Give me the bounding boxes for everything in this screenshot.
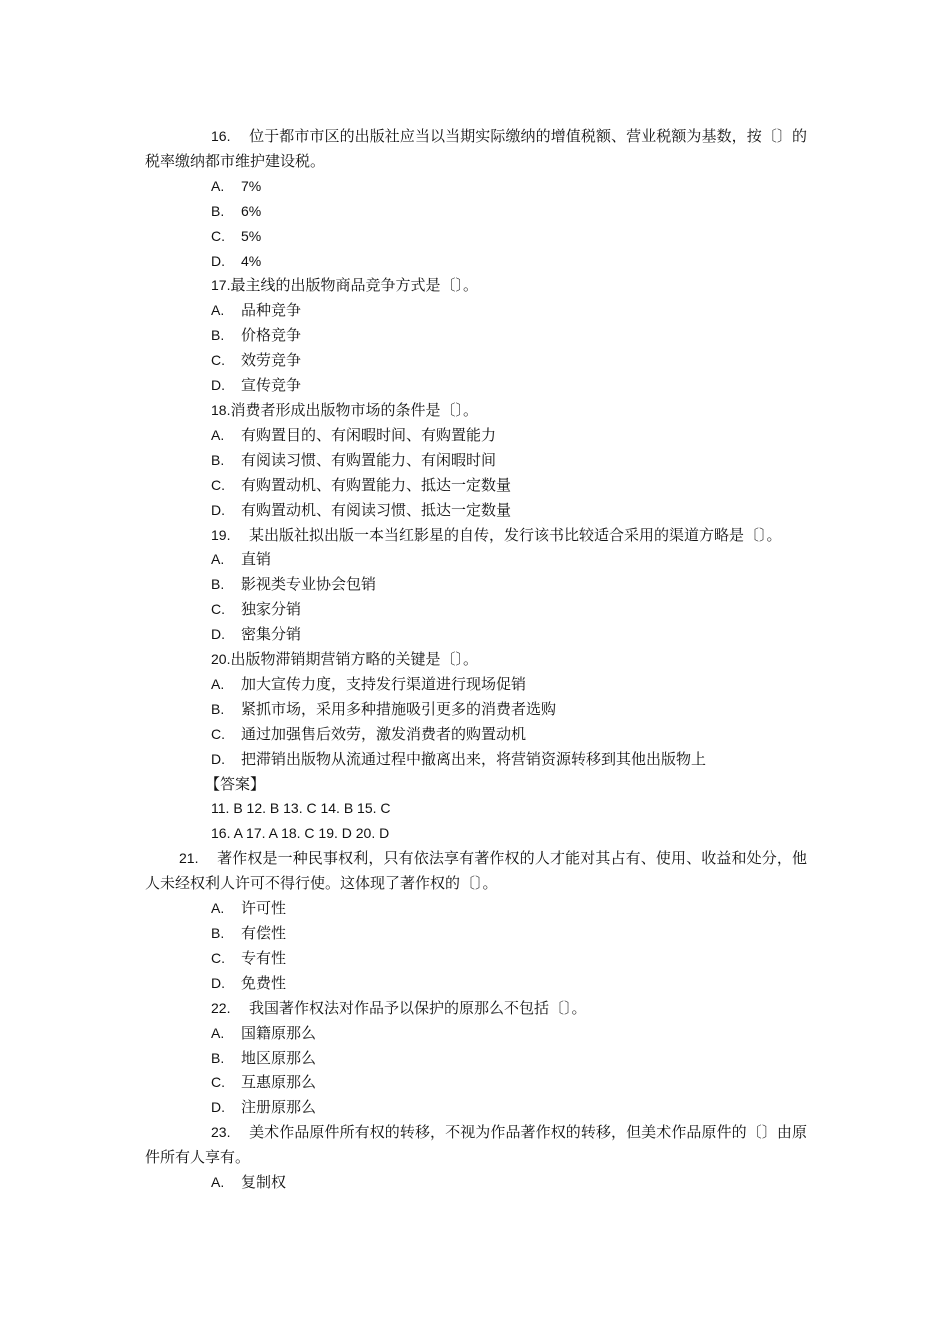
question-20 bbox=[145, 647, 807, 672]
question-number: 16. bbox=[211, 128, 231, 144]
question-text: 最主线的出版物商品竞争方式是〔〕。 bbox=[230, 276, 478, 295]
option-16-c: C. 5% bbox=[211, 227, 262, 244]
answer-line-2: 16. A 17. A 18. C 19. D 20. D bbox=[211, 825, 390, 842]
answer-heading: 【答案】 bbox=[205, 774, 266, 793]
option-18-c: C. 有购置动机、有购置能力、抵达一定数量 bbox=[211, 475, 512, 494]
option-17-d: D. 宣传竞争 bbox=[211, 376, 302, 395]
question-18 bbox=[145, 398, 807, 423]
question-21 bbox=[145, 846, 807, 896]
option-20-b: B. 紧抓市场，采用多种措施吸引更多的消费者选购 bbox=[211, 699, 557, 718]
option-19-d: D. 密集分销 bbox=[211, 625, 302, 644]
option-22-a: A. 国籍原那么 bbox=[211, 1023, 317, 1042]
question-number: 23. bbox=[211, 1124, 231, 1141]
question-number: 20. bbox=[211, 651, 231, 668]
option-22-d: D. 注册原那么 bbox=[211, 1098, 317, 1117]
question-text: 消费者形成出版物市场的条件是〔〕。 bbox=[230, 400, 478, 419]
answer-line-1: 11. B 12. B 13. C 14. B 15. C bbox=[211, 800, 391, 817]
option-20-a: A. 加大宣传力度，支持发行渠道进行现场促销 bbox=[211, 674, 527, 693]
option-21-b: B. 有偿性 bbox=[211, 924, 287, 942]
question-number: 22. bbox=[211, 999, 231, 1016]
option-19-c: C. 独家分销 bbox=[211, 600, 302, 619]
option-23-a: A. 复制权 bbox=[211, 1173, 287, 1192]
question-number: 17. bbox=[211, 277, 231, 294]
question-text: 出版物滞销期营销方略的关键是〔〕。 bbox=[230, 650, 478, 669]
option-16-b: B. 6% bbox=[211, 202, 262, 219]
option-17-b: B. 价格竞争 bbox=[211, 326, 302, 345]
option-20-d: D. 把滞销出版物从流通过程中撤离出来，将营销资源转移到其他出版物上 bbox=[211, 749, 707, 768]
question-number: 18. bbox=[211, 401, 231, 418]
question-number: 21. bbox=[179, 850, 199, 867]
question-text: 著作权是一种民事权利，只有依法享有著作权的人才能对其占有、使用、收益和处分，他人未经权利人许可不得行使。这体现了著作权的〔〕。 bbox=[145, 849, 807, 893]
option-21-c: C. 专有性 bbox=[211, 948, 287, 967]
question-text: 我国著作权法对作品予以保护的原那么不包括〔〕。 bbox=[249, 998, 587, 1017]
option-17-c: C. 效劳竞争 bbox=[211, 351, 302, 370]
question-17 bbox=[145, 273, 807, 298]
document-body bbox=[145, 124, 807, 1195]
question-text: 美术作品原件所有权的转移，不视为作品著作权的转移，但美术作品原件的〔〕由原件所有人享有。 bbox=[145, 1123, 807, 1167]
question-19 bbox=[145, 523, 807, 548]
option-22-b: B. 地区原那么 bbox=[211, 1048, 317, 1067]
option-18-b: B. 有阅读习惯、有购置能力、有闲暇时间 bbox=[211, 450, 497, 469]
question-22 bbox=[145, 996, 807, 1021]
option-22-c: C. 互惠原那么 bbox=[211, 1073, 317, 1092]
option-16-d: D. 4% bbox=[211, 252, 262, 269]
option-17-a: A. 品种竞争 bbox=[211, 301, 302, 320]
question-text: 某出版社拟出版一本当红影星的自传，发行该书比较适合采用的渠道方略是〔〕。 bbox=[249, 525, 782, 544]
option-18-d: D. 有购置动机、有阅读习惯、抵达一定数量 bbox=[211, 500, 512, 519]
option-20-c: C. 通过加强售后效劳，激发消费者的购置动机 bbox=[211, 724, 527, 743]
question-16 bbox=[145, 124, 807, 174]
option-21-d: D. 免费性 bbox=[211, 973, 287, 992]
option-18-a: A. 有购置目的、有闲暇时间、有购置能力 bbox=[211, 425, 497, 444]
question-text: 位于都市市区的出版社应当以当期实际缴纳的增值税额、营业税额为基数，按〔〕的税率缴纳都市维护建设税。 bbox=[145, 127, 807, 170]
option-16-a: A. 7% bbox=[211, 177, 262, 194]
question-number: 19. bbox=[211, 526, 231, 543]
option-19-b: B. 影视类专业协会包销 bbox=[211, 575, 377, 594]
option-21-a: A. 许可性 bbox=[211, 899, 287, 918]
option-19-a: A. 直销 bbox=[211, 550, 272, 569]
question-23 bbox=[145, 1120, 807, 1170]
